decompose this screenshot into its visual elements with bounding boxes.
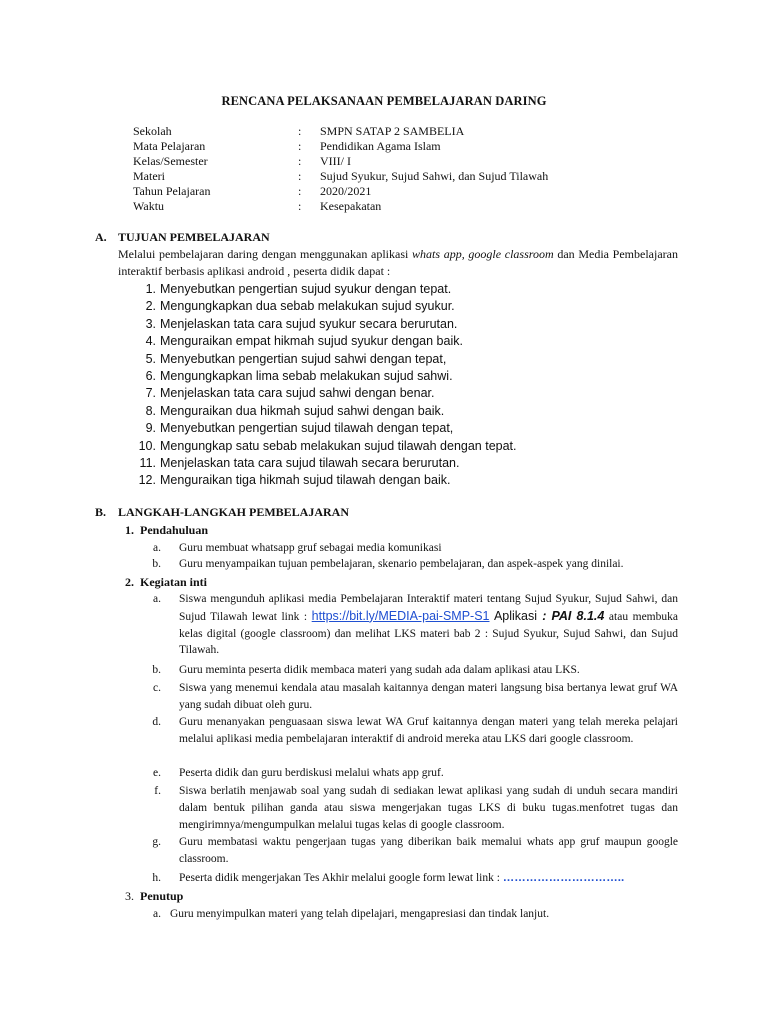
- test-link-placeholder[interactable]: …………………………..: [502, 872, 625, 884]
- objective-item: [118, 438, 678, 455]
- objective-number: 6.: [145, 368, 156, 383]
- item-text: Guru menyampaikan tujuan pembelajaran, skenario pembelajaran, dan aspek-aspek yang dinilai.: [179, 558, 624, 570]
- objective-text: Menyebutkan pengertian sujud tilawah dengan tepat,: [160, 421, 454, 436]
- step-number: 2.: [125, 575, 134, 589]
- item-letter: d.: [152, 716, 161, 728]
- item-text-part: Siswa mengunduh aplikasi media Pembelajaran Interaktif materi tentang Sujud Syukur, Sujud Sahwi, dan Sujud Tilawah lewat link :: [179, 593, 678, 623]
- objective-number: 11.: [139, 455, 156, 470]
- kegiatan-inti-item: [141, 680, 678, 714]
- media-download-link[interactable]: https://bit.ly/MEDIA-pai-SMP-S1: [311, 608, 490, 623]
- info-label: Kelas/Semester: [133, 154, 208, 168]
- step-title: Pendahuluan: [140, 523, 209, 537]
- objective-item: [118, 472, 678, 489]
- info-value: Sujud Syukur, Sujud Sahwi, dan Sujud Tilawah: [320, 169, 549, 183]
- objective-item: [118, 368, 678, 385]
- kegiatan-inti-item-a: [141, 591, 678, 659]
- section-title: TUJUAN PEMBELAJARAN: [118, 230, 270, 244]
- item-letter: a.: [153, 542, 161, 554]
- penutup-item: [141, 906, 678, 923]
- intro-apps: whats app, google classroom: [412, 247, 554, 261]
- objective-item: [118, 281, 678, 298]
- item-text-part: Peserta didik mengerjakan Tes Akhir melalui google form lewat link :: [179, 872, 503, 884]
- kegiatan-inti-item: [141, 662, 678, 679]
- info-colon: :: [298, 154, 302, 168]
- objective-item: [118, 351, 678, 368]
- intro-text: Melalui pembelajaran daring dengan menggunakan aplikasi: [118, 247, 413, 261]
- item-text: [179, 591, 678, 659]
- info-colon: :: [298, 199, 302, 213]
- kegiatan-inti-heading: [118, 574, 207, 591]
- objectives-list: [118, 281, 678, 490]
- kegiatan-inti-item: [141, 834, 678, 868]
- objective-number: 7.: [145, 386, 156, 401]
- objective-text: Menyebutkan pengertian sujud sahwi dengan tepat,: [160, 351, 447, 366]
- step-number: 3.: [125, 889, 134, 903]
- section-a-heading: [95, 229, 270, 246]
- kegiatan-inti-item: [141, 765, 678, 782]
- info-colon: :: [298, 184, 302, 198]
- info-value: SMPN SATAP 2 SAMBELIA: [320, 124, 465, 138]
- item-text: Peserta didik dan guru berdiskusi melalui whats app gruf.: [179, 767, 444, 779]
- kegiatan-inti-item-h: [141, 870, 678, 887]
- objective-number: 8.: [145, 403, 156, 418]
- info-row-sekolah: [133, 124, 693, 139]
- item-text: Siswa yang menemui kendala atau masalah kaitannya dengan materi langsung bisa bertanya lewat gruf WA yang sudah dibuat oleh guru.: [179, 682, 678, 711]
- info-value: 2020/2021: [320, 184, 372, 198]
- objective-text: Menjelaskan tata cara sujud sahwi dengan benar.: [160, 386, 435, 401]
- item-letter: e.: [153, 767, 161, 779]
- step-title: Kegiatan inti: [140, 575, 208, 589]
- section-a-intro: [118, 246, 678, 280]
- info-row-tahun-pelajaran: [133, 184, 693, 199]
- objective-item: [118, 316, 678, 333]
- item-letter: f.: [154, 785, 161, 797]
- info-colon: :: [298, 124, 302, 138]
- app-label: Aplikasi: [489, 608, 543, 623]
- step-title: Penutup: [140, 889, 184, 903]
- identity-table: [133, 124, 693, 214]
- item-letter: a.: [153, 908, 161, 920]
- objective-text: Menyebutkan pengertian sujud syukur dengan tepat.: [160, 282, 452, 296]
- info-label: Mata Pelajaran: [133, 139, 206, 153]
- objective-text: Mengungkap satu sebab melakukan sujud tilawah dengan tepat.: [160, 438, 517, 453]
- kegiatan-inti-item: [141, 714, 678, 748]
- item-text-part: atau membuka kelas digital (google classroom) dan melihat LKS materi bab 2 : Sujud Syukur, Sujud Sahwi, dan Sujud Tilawah.: [179, 610, 678, 657]
- penutup-heading: [118, 888, 183, 905]
- document-title: RENCANA PELAKSANAAN PEMBELAJARAN DARING: [221, 94, 547, 108]
- objective-number: 9.: [145, 421, 156, 436]
- item-text: Guru menanyakan penguasaan siswa lewat WA Gruf kaitannya dengan materi yang telah mereka pelajari melalui aplikasi media pembelajaran interaktif di android mereka atau LKS dari google classroom.: [179, 716, 678, 745]
- info-colon: :: [298, 139, 302, 153]
- item-letter: b.: [152, 664, 161, 676]
- item-letter: c.: [153, 682, 161, 694]
- objective-item: [118, 455, 678, 472]
- info-row-kelas-semester: [133, 154, 693, 169]
- item-text: Guru membuat whatsapp gruf sebagai media komunikasi: [179, 542, 442, 554]
- item-letter: h.: [152, 872, 161, 884]
- item-text: Guru meminta peserta didik membaca materi yang sudah ada dalam aplikasi atau LKS.: [179, 664, 580, 676]
- objective-number: 4.: [145, 334, 156, 349]
- objective-text: Menjelaskan tata cara sujud tilawah secara berurutan.: [160, 455, 460, 470]
- kegiatan-inti-item: [141, 783, 678, 833]
- item-text: [179, 870, 678, 887]
- objective-text: Menguraikan dua hikmah sujud sahwi dengan baik.: [160, 403, 445, 418]
- objective-item: [118, 420, 678, 437]
- objective-text: Mengungkapkan dua sebab melakukan sujud syukur.: [160, 299, 455, 314]
- section-title: LANGKAH-LANGKAH PEMBELAJARAN: [118, 505, 350, 519]
- objective-item: [118, 333, 678, 350]
- info-row-waktu: [133, 199, 693, 214]
- item-text: Siswa berlatih menjawab soal yang sudah di sediakan lewat aplikasi yang sudah di unduh secara mandiri dalam bentuk pilihan ganda atau siswa mengerjakan tugas LKS di buku tugas.menfotret tugas dan mengirimnya/mengumpulkan melalui tugas kelas di google classroom.: [179, 785, 678, 831]
- objective-number: 10.: [138, 438, 156, 453]
- item-letter: b.: [152, 558, 161, 570]
- objective-item: [118, 385, 678, 402]
- item-letter: a.: [153, 593, 161, 605]
- info-colon: :: [298, 169, 302, 183]
- step-number: 1.: [125, 523, 134, 537]
- objective-item: [118, 298, 678, 315]
- info-row-materi: [133, 169, 693, 184]
- intro-text: dan Media Pembelajaran interaktif berbasis aplikasi android , peserta didik dapat :: [118, 247, 678, 278]
- info-value: Pendidikan Agama Islam: [320, 139, 441, 153]
- pendahuluan-heading: [118, 522, 208, 539]
- objective-text: Menguraikan empat hikmah sujud syukur dengan baik.: [160, 334, 463, 349]
- section-letter: A.: [95, 230, 107, 244]
- objective-number: 1.: [145, 282, 156, 296]
- info-value: Kesepakatan: [320, 199, 382, 213]
- pendahuluan-item: [141, 540, 678, 557]
- item-letter: g.: [152, 836, 161, 848]
- objective-text: Menguraikan tiga hikmah sujud tilawah dengan baik.: [160, 473, 451, 488]
- pendahuluan-item: [141, 556, 678, 573]
- objective-number: 3.: [145, 316, 156, 331]
- info-label: Tahun Pelajaran: [133, 184, 211, 198]
- objective-text: Mengungkapkan lima sebab melakukan sujud sahwi.: [160, 368, 453, 383]
- item-text: Guru membatasi waktu pengerjaan tugas yang diberikan baik memalui whats app gruf maupun google classroom.: [179, 836, 678, 865]
- item-text: Guru menyimpulkan materi yang telah dipelajari, mengapresiasi dan tindak lanjut.: [170, 908, 550, 920]
- info-label: Sekolah: [133, 124, 172, 138]
- info-row-mata-pelajaran: [133, 139, 693, 154]
- app-code: : PAI 8.1.4: [542, 608, 605, 623]
- objective-text: Menjelaskan tata cara sujud syukur secara berurutan.: [160, 316, 458, 331]
- section-b-heading: [95, 504, 349, 521]
- objective-number: 5.: [145, 351, 156, 366]
- objective-item: [118, 403, 678, 420]
- info-label: Waktu: [133, 199, 165, 213]
- info-label: Materi: [133, 169, 165, 183]
- section-letter: B.: [95, 505, 107, 519]
- info-value: VIII/ I: [320, 154, 351, 168]
- objective-number: 2.: [145, 299, 156, 314]
- objective-number: 12.: [138, 473, 156, 488]
